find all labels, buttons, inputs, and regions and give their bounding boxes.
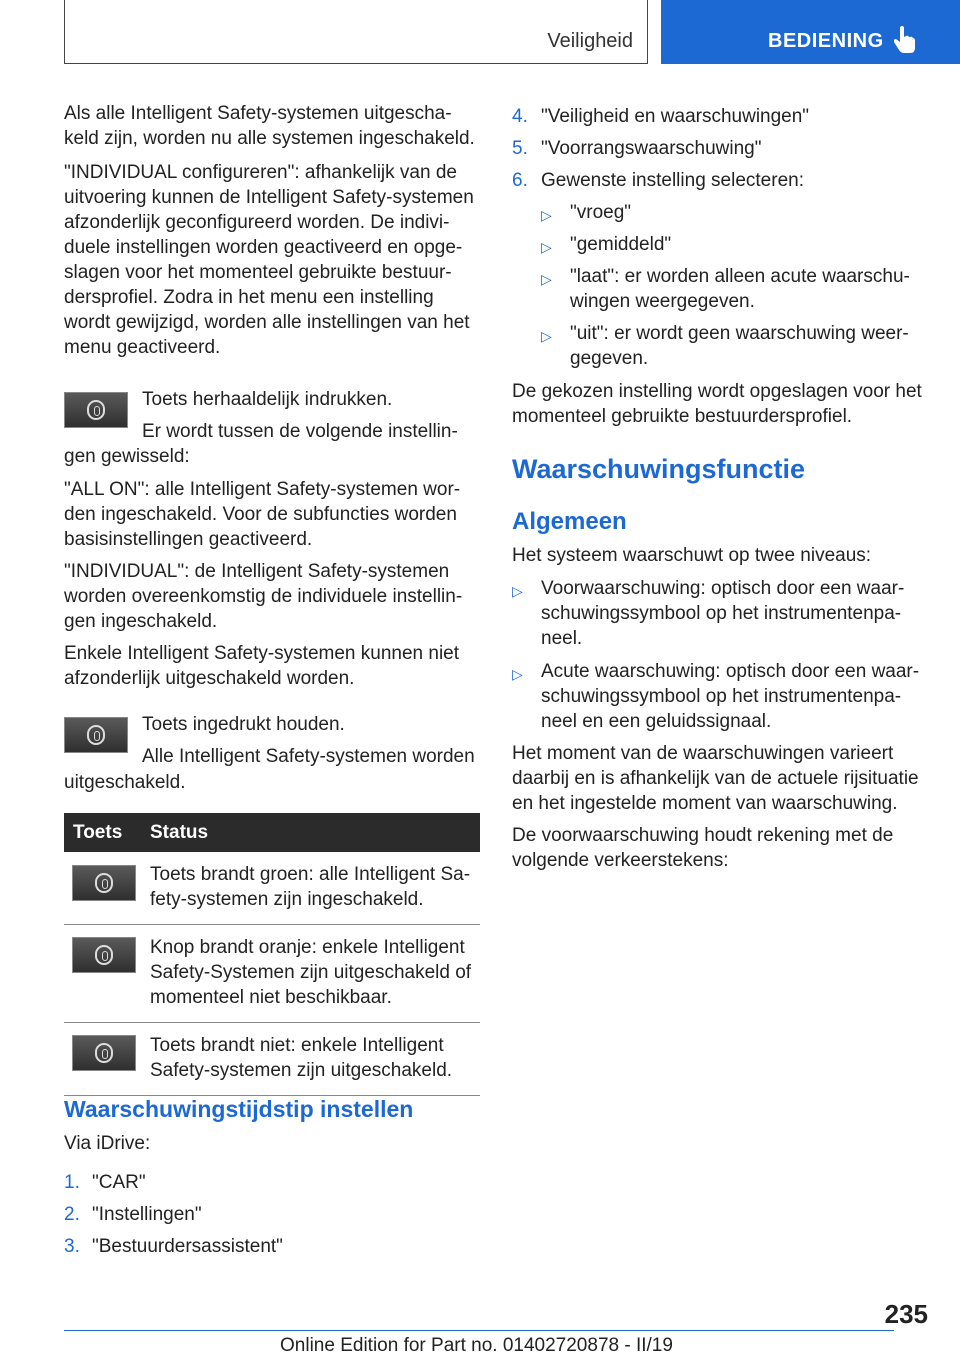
safety-button-image-orange xyxy=(72,937,136,973)
safety-button-icon xyxy=(87,400,105,420)
list-item: ▷ "laat": er worden alleen acute waarschu- wingen weergegeven. xyxy=(541,266,910,312)
levels-list xyxy=(512,576,942,742)
table-row: Knop brandt oranje: enkele Intelligent Safety-Systemen zijn uitgeschakeld of momenteel niet beschikbaar. xyxy=(64,925,480,1023)
button-instruction-1: Toets herhaaldelijk indrukken. Er wordt tussen de volgende instellin- xyxy=(142,389,458,442)
button-instruction-1-cont: gen gewisseld: xyxy=(64,446,190,467)
table-row: Toets brandt niet: enkele Intelligent Safety-systemen zijn uitgeschakeld. xyxy=(64,1023,480,1096)
safety-button-image-2 xyxy=(64,717,128,753)
list-item: 2. "Instellingen" xyxy=(64,1204,202,1225)
triangle-bullet-icon: ▷ xyxy=(541,328,552,344)
left-paragraph-5: Enkele Intelligent Safety-systemen kunnen niet afzonderlijk uitgeschakeld worden. xyxy=(64,643,460,689)
header-chapter-tab[interactable] xyxy=(661,0,960,64)
list-item: 5. "Voorrangswaarschuwing" xyxy=(512,138,762,159)
safety-button-image-off xyxy=(72,1035,136,1071)
via-idrive: Via iDrive: xyxy=(64,1133,151,1154)
option-list xyxy=(541,200,941,378)
list-item: ▷ "gemiddeld" xyxy=(541,232,941,264)
safety-button-icon xyxy=(95,945,113,965)
triangle-bullet-icon: ▷ xyxy=(541,207,552,223)
page-number: 235 xyxy=(884,1299,928,1329)
footer-rule xyxy=(64,1330,894,1331)
triangle-bullet-icon: ▷ xyxy=(541,271,552,287)
list-item: 3. "Bestuurdersassistent" xyxy=(64,1236,283,1257)
table-row: Toets brandt groen: alle Intelligent Sa- fety-systemen zijn ingeschakeld. xyxy=(64,852,480,925)
header-section-box xyxy=(64,0,648,64)
triangle-bullet-icon: ▷ xyxy=(512,666,523,682)
safety-button-image-1 xyxy=(64,392,128,428)
left-paragraph-1: Als alle Intelligent Safety-systemen uitgescha- keld zijn, worden nu alle systemen ingeschakeld. xyxy=(64,103,475,149)
triangle-bullet-icon: ▷ xyxy=(541,239,552,255)
paragraph-moment: Het moment van de waarschuwingen varieert daarbij en is afhankelijk van de actuele rijsituatie en het ingestelde moment van waarschuwing. xyxy=(512,743,919,814)
paragraph-saved: De gekozen instelling wordt opgeslagen voor het momenteel gebruikte bestuurdersprofiel. xyxy=(512,381,922,427)
left-paragraph-2: "INDIVIDUAL configureren": afhankelijk van de uitvoering kunnen de Intelligent Safety-systemen afzonderlijk geconfigureerd worden. De indivi- duele instellingen worden geactiveerd en opge- slagen voor het momenteel gebruikte bestuur- dersprofiel. Zodra in het menu een instelling wordt gewijzigd, worden alle instellingen van het menu geactiveerd. xyxy=(64,162,474,358)
list-item: ▷ Voorwaarschuwing: optisch door een waar- schuwingssymbool op het instrumentenpa- neel. xyxy=(512,578,905,649)
footer-edition: Online Edition for Part no. 01402720878 - II/19 xyxy=(280,1335,673,1356)
safety-button-icon xyxy=(95,873,113,893)
list-item: 4. "Veiligheid en waarschuwingen" xyxy=(512,106,810,127)
safety-button-icon xyxy=(87,725,105,745)
safety-button-icon xyxy=(95,1043,113,1063)
hand-pointer-icon xyxy=(894,25,916,53)
list-item: ▷ "vroeg" xyxy=(541,200,941,232)
status-table xyxy=(64,813,480,1096)
table-header-toets: Toets xyxy=(64,813,141,852)
triangle-bullet-icon: ▷ xyxy=(512,583,523,599)
steps-list-right xyxy=(512,104,932,200)
list-item: ▷ Acute waarschuwing: optisch door een waar- schuwingssymbool op het instrumentenpa- neel en een geluidssignaal. xyxy=(512,661,920,732)
header-section-title: Veiligheid xyxy=(547,30,633,52)
table-header-row xyxy=(64,813,480,852)
paragraph-voorwaarschuwing: De voorwaarschuwing houdt rekening met de volgende verkeerstekens: xyxy=(512,825,894,871)
header-chapter-title: BEDIENING xyxy=(768,30,884,52)
intro-levels: Het systeem waarschuwt op twee niveaus: xyxy=(512,545,872,566)
heading-algemeen: Algemeen xyxy=(512,508,627,535)
button-instruction-2-cont: uitgeschakeld. xyxy=(64,772,186,793)
table-header-status: Status xyxy=(141,813,480,852)
heading-waarschuwingsfunctie: Waarschuwingsfunctie xyxy=(512,454,806,484)
list-item: 6. Gewenste instelling selecteren: xyxy=(512,170,804,191)
steps-list-left xyxy=(64,1170,484,1266)
list-item: 1. "CAR" xyxy=(64,1172,146,1193)
left-paragraph-4: "INDIVIDUAL": de Intelligent Safety-systemen worden overeenkomstig de individuele instellin- gen ingeschakeld. xyxy=(64,561,463,632)
list-item: ▷ "uit": er wordt geen waarschuwing weer- gegeven. xyxy=(541,323,909,369)
left-paragraph-3: "ALL ON": alle Intelligent Safety-systemen wor- den ingeschakeld. Voor de subfuncties worden basisinstellingen geactiveerd. xyxy=(64,479,461,550)
heading-waarschuwingstijdstip: Waarschuwingstijdstip instellen xyxy=(64,1096,414,1122)
button-instruction-2: Toets ingedrukt houden. Alle Intelligent Safety-systemen worden xyxy=(142,714,475,767)
safety-button-image-green xyxy=(72,865,136,901)
